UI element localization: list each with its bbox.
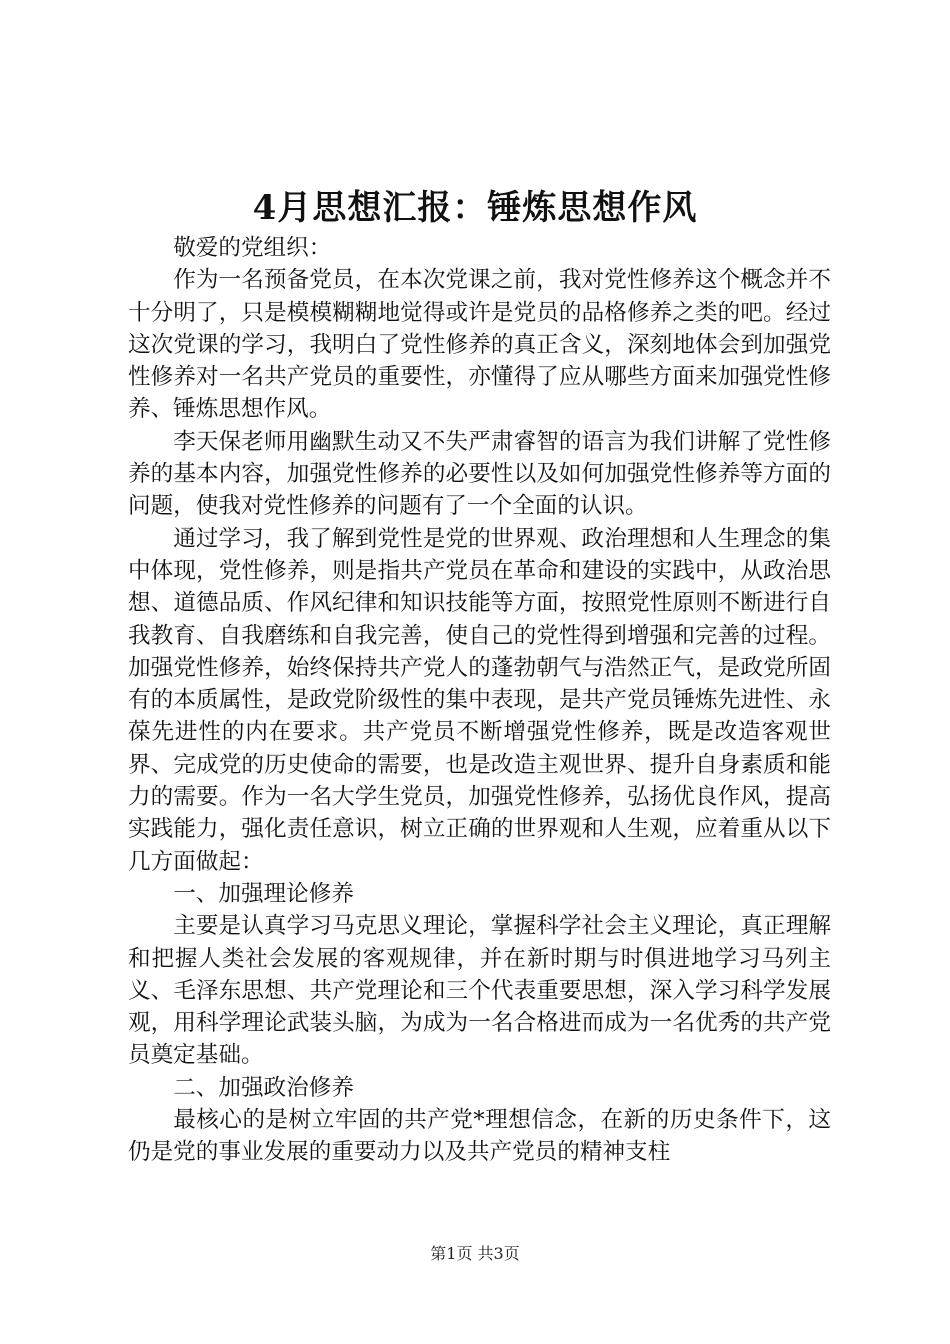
paragraph: 通过学习，我了解到党性是党的世界观、政治理想和人生理念的集中体现，党性修养，则是指共产党员在革命和建设的实践中，从政治思想、道德品质、作风纪律和知识技能等方面，按照党性原则不断进行自我教育、自我磨练和自我完善，使自己的党性得到增强和完善的过程。加强党性修养，始终保持共产党人的蓬勃朝气与浩然正气，是政党所固有的本质属性，是政党阶级性的集中表现，是共产党员锤炼先进性、永葆先进性的内在要求。共产党员不断增强党性修养，既是改造客观世界、完成党的历史使命的需要，也是改造主观世界、提升自身素质和能力的需要。作为一名大学生党员，加强党性修养，弘扬优良作风，提高实践能力，强化责任意识，树立正确的世界观和人生观，应着重从以下几方面做起： [128, 525, 831, 875]
document-body [128, 232, 831, 1169]
salutation: 敬爱的党组织： [173, 235, 332, 261]
paragraph: 李天保老师用幽默生动又不失严肃睿智的语言为我们讲解了党性修养的基本内容，加强党性修养的必要性以及如何加强党性修养等方面的问题，使我对党性修养的问题有了一个全面的认识。 [128, 428, 831, 520]
paragraph: 作为一名预备党员，在本次党课之前，我对党性修养这个概念并不十分明了，只是模模糊糊地觉得或许是党员的品格修养之类的吧。经过这次党课的学习，我明白了党性修养的真正含义，深刻地体会到加强党性修养对一名共产党员的重要性，亦懂得了应从哪些方面来加强党性修养、锤炼思想作风。 [128, 267, 831, 423]
page-footer: 第1页 共3页 [430, 1244, 520, 1263]
section-heading: 一、加强理论修养 [173, 880, 354, 907]
paragraph: 主要是认真学习马克思义理论，掌握科学社会主义理论，真正理解和把握人类社会发展的客观规律，并在新时期与时俱进地学习马列主义、毛泽东思想、共产党理论和三个代表重要思想，深入学习科学发展观，用科学理论武装头脑，为成为一名合格进而成为一名优秀的共产党员奠定基础。 [128, 913, 831, 1069]
paragraph: 最核心的是树立牢固的共产党*理想信念，在新的历史条件下，这仍是党的事业发展的重要动力以及共产党员的精神支柱 [128, 1107, 831, 1166]
document-title: 4月思想汇报：锤炼思想作风 [252, 188, 698, 228]
section-heading: 二、加强政治修养 [173, 1074, 354, 1101]
